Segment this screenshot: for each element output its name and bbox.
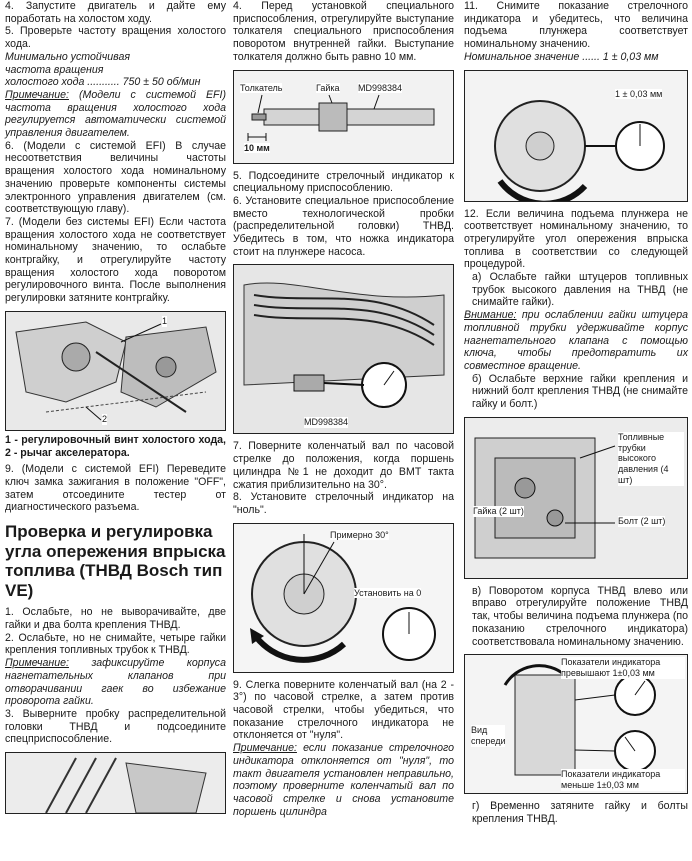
note-valves — [5, 657, 226, 708]
step-9-text: 9. Слегка поверните коленчатый вал (на 2 - 3°) по часовой стрелке, а затем против часовой стрелки, чтобы убедиться, что показание стрелочного индикатора не отклоняется от "нуля". — [233, 678, 454, 742]
spec-label-line3: холостого хода ........... 750 ± 50 об/мин — [5, 76, 201, 89]
column-2 — [233, 0, 454, 818]
warning-label: Внимание: — [464, 309, 517, 322]
note-text: если показание стрелочного индикатора отклоняется от "нуля", то такт двигателя установлен неправильно, поэтому проверните коленчатый вал по часовой стрелке и снова установите поршень цилиндра — [233, 742, 454, 818]
label-nut: Гайка (2 шт) — [473, 505, 524, 516]
section-heading: Проверка и регулировка угла опережения впрыска топлива (ТНВД Bosch тип VE) — [5, 522, 226, 600]
marker-2: 2 — [102, 413, 108, 424]
spec-label-line2: частота вращения — [5, 63, 104, 76]
label-front-view: Вид спереди — [471, 725, 506, 747]
sub-step-b: б) Ослабьте верхние гайки крепления и нижний болт крепления ТНВД (не снимайте гайку и болт.) — [472, 372, 688, 411]
note-text: (Модели с системой EFI) частота вращения холостого хода регулируется автоматически системой управления двигателем. — [5, 88, 226, 140]
figure-pump-mount — [464, 417, 688, 579]
sub-step-a: а) Ослабьте гайки штуцеров топливных трубок высокого давления на ТНВД (не снимайте гайки). — [472, 271, 688, 309]
figure-indicator-readings — [464, 654, 688, 794]
step-5-text: 5. Подсоедините стрелочный индикатор к специальному приспособлению. — [233, 169, 454, 195]
idle-screw-illustration — [6, 312, 226, 430]
step-6-text: 6. Установите специальное приспособление вместо технологической пробки (распределительной головки) ТНВД. Убедитесь в том, что ножка индикатора стоит на плунжере насоса. — [233, 194, 454, 258]
note-zero — [233, 742, 454, 818]
step-9-text: 9. (Модели с системой EFI) Переведите ключ замка зажигания в положение "OFF", затем отсоедините тестер от диагностического разъема. — [5, 463, 226, 514]
spec-label-line1: Минимально устойчивая — [5, 50, 130, 63]
label-fuel-tubes: Топливные трубки высокого давления (4 шт) — [618, 432, 684, 486]
nominal-spec: Номинальное значение ...... 1 ± 0,03 мм — [464, 50, 659, 63]
step-4-text: 4. Перед установкой специального приспособления, отрегулируйте выступание толкателя специального приспособления поворотом внутренней гайки. Выступание толкателя должно быть равно 10 мм. — [233, 0, 454, 63]
plug-illustration — [6, 753, 226, 813]
warning — [464, 309, 688, 373]
label-approx-30: Примерно 30° — [330, 529, 389, 540]
label-tool: MD998384 — [358, 82, 403, 93]
step-8-text: 8. Установите стрелочный индикатор на "ноль". — [233, 491, 454, 516]
note-label: Примечание: — [5, 657, 69, 670]
label-bolt: Болт (2 шт) — [618, 515, 666, 526]
figure-caption: 1 - регулировочный винт холостого хода, 2 - рычаг акселератора. — [5, 433, 226, 459]
sec-step-1: 1. Ослабьте, но не выворачивайте, две гайки и два болта крепления ТНВД. — [5, 606, 226, 631]
figure-indicator-install — [233, 264, 454, 434]
label-less: Показатели индикатора меньше 1±0,03 мм — [561, 769, 685, 791]
label-exceeds: Показатели индикатора превышают 1±0,03 мм — [561, 657, 685, 679]
step-12-text: 12. Если величина подъема плунжера не соответствует номинальному значению, то отрегулируйте угол опережения впрыска топлива в соответствии со следующей процедурой. — [464, 207, 688, 271]
label-set-zero: Установить на 0 — [354, 587, 422, 598]
marker-1: 1 — [162, 315, 168, 326]
step-7-text: 7. (Модели без системы EFI) Если частота вращения холостого хода не соответствует номинальному значению, то ослабьте контргайку, и отрегулируйте частоту вращения холостого хода поворотом регулировочного винта. После выполнения регулировки затяните контргайку. — [5, 215, 226, 305]
note-efi — [5, 89, 226, 140]
label-pusher: Толкатель — [240, 82, 283, 93]
note-label: Примечание: — [233, 742, 297, 755]
step-11-text: 11. Снимите показание стрелочного индикатора и убедитесь, что величина подъема плунжера соответствует номинальному значению. — [464, 0, 688, 51]
sec-step-2: 2. Ослабьте, но не снимайте, четыре гайки крепления топливных трубок к ТНВД. — [5, 631, 226, 657]
figure-idle-screw — [5, 311, 226, 431]
step-7-text: 7. Поверните коленчатый вал по часовой стрелке до положения, когда поршень цилиндра №1 не доходит до ВМТ такта сжатия приблизительно на 30°. — [233, 440, 454, 491]
column-1 — [5, 0, 226, 814]
column-3 — [464, 0, 688, 826]
figure-crank-30 — [233, 523, 454, 673]
label-tool: MD998384 — [304, 417, 349, 428]
warning-text: при ослаблении гайки штуцера топливной трубки удерживайте корпус нагнетательного клапана с помощью ключа, чтобы предотвратить их совместное вращение. — [464, 309, 688, 372]
sec-step-3: 3. Выверните пробку распределительной головки ТНВД и подсоедините спецприспособление. — [5, 707, 226, 746]
figure-pusher — [233, 70, 454, 164]
figure-plug — [5, 752, 226, 814]
figure-plunger-lift — [464, 70, 688, 202]
step-5-text: 5. Проверьте частоту вращения холостого хода. — [5, 25, 226, 51]
sub-step-g: г) Временно затяните гайку и болты крепления ТНВД. — [472, 800, 688, 825]
sub-step-v: в) Поворотом корпуса ТНВД влево или вправо отрегулируйте положение ТНВД так, чтобы величина подъема плунжера (по показанию стрелочного индикатора) соответствовала номинальному значению. — [472, 584, 688, 648]
label-lift: 1 ± 0,03 мм — [615, 88, 663, 99]
step-6-text: 6. (Модели с системой EFI) В случае несоответствия величины частоты вращения холостого хода номинальному значению проверьте компоненты системы электронного управления двигателем (см. соответствующую главу). — [5, 139, 226, 216]
step-4-text: 4. Запустите двигатель и дайте ему поработать на холостом ходу. — [5, 0, 226, 25]
indicator-install-illustration — [234, 265, 454, 433]
label-nut: Гайка — [316, 82, 340, 93]
label-10mm: 10 мм — [244, 142, 270, 153]
note-text: зафиксируйте корпуса нагнетательных клапанов при отворачивании гаек во избежание проворота гайки. — [5, 657, 226, 708]
note-label: Примечание: — [5, 88, 69, 101]
